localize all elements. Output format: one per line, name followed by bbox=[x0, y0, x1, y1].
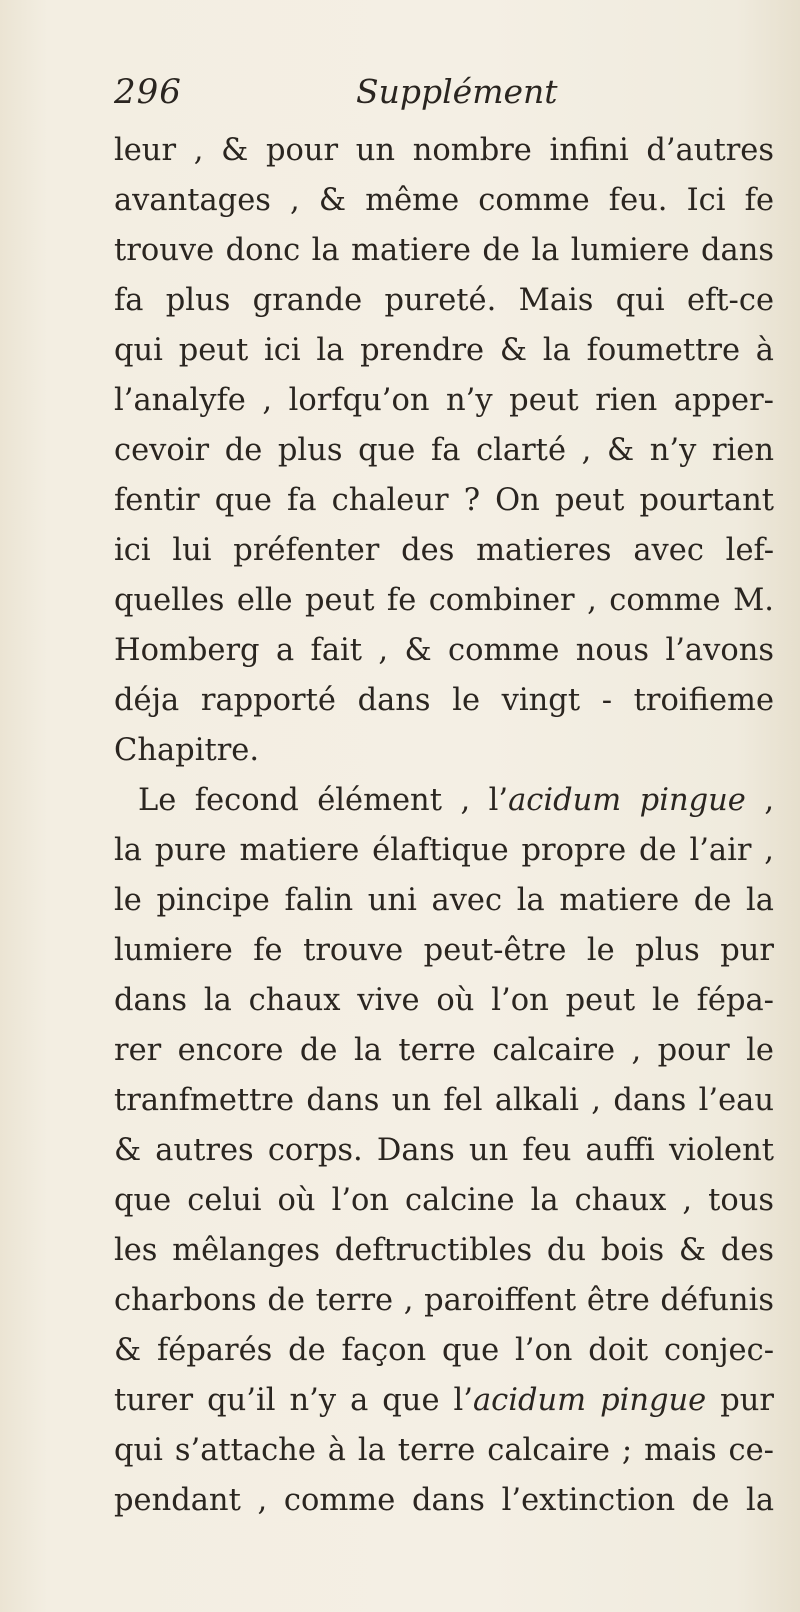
text-line: lumiere fe trouve peut-être le plus pur bbox=[114, 933, 774, 968]
italic-term: acidum pingue bbox=[472, 1383, 707, 1418]
text-line: qui s’attache à la terre calcaire ; mais ce- bbox=[114, 1433, 774, 1468]
text-line: dans la chaux vive où l’on peut le fépa- bbox=[114, 983, 774, 1018]
text-line: qui peut ici la prendre & la foumettre à bbox=[114, 333, 774, 368]
text-line: quelles elle peut fe combiner , comme M. bbox=[114, 583, 774, 618]
text-line: leur , & pour un nombre infini d’autres bbox=[114, 133, 774, 168]
page-number: 296 bbox=[114, 72, 182, 112]
text-line: pendant , comme dans l’extinction de la bbox=[114, 1483, 774, 1518]
text-run: Le fecond élément , l’ bbox=[138, 783, 509, 818]
text-run: turer qu’il n’y a que l’ bbox=[114, 1383, 473, 1418]
page-header bbox=[114, 72, 760, 122]
text-line: les mêlanges deftructibles du bois & des bbox=[114, 1233, 774, 1268]
text-line: trouve donc la matiere de la lumiere dans bbox=[114, 233, 774, 268]
text-line: rer encore de la terre calcaire , pour le bbox=[114, 1033, 774, 1068]
italic-term: acidum pingue bbox=[508, 783, 746, 818]
running-head: Supplément bbox=[356, 72, 558, 111]
text-line: ici lui préfenter des matieres avec lef- bbox=[114, 533, 774, 568]
text-line: & autres corps. Dans un feu auffi violent bbox=[114, 1133, 774, 1168]
text-line: Homberg a fait , & comme nous l’avons bbox=[114, 633, 774, 668]
text-line: avantages , & même comme feu. Ici fe bbox=[114, 183, 774, 218]
text-line: Chapitre. bbox=[114, 733, 260, 768]
text-line: que celui où l’on calcine la chaux , tous bbox=[114, 1183, 774, 1218]
text-line: la pure matiere élaftique propre de l’air , bbox=[114, 833, 774, 868]
text-line: & féparés de façon que l’on doit conjec- bbox=[114, 1333, 774, 1368]
text-line bbox=[114, 1376, 774, 1426]
text-line: l’analyfe , lorfqu’on n’y peut rien apper- bbox=[114, 383, 774, 418]
text-run: pur bbox=[706, 1383, 774, 1418]
text-line: fentir que fa chaleur ? On peut pourtant bbox=[114, 483, 774, 518]
text-line: fa plus grande pureté. Mais qui eft-ce bbox=[114, 283, 774, 318]
text-line: cevoir de plus que fa clarté , & n’y rien bbox=[114, 433, 774, 468]
text-line: charbons de terre , paroiffent être défunis bbox=[114, 1283, 774, 1318]
text-run: , bbox=[745, 783, 775, 818]
text-line: tranfmettre dans un fel alkali , dans l’eau bbox=[114, 1083, 774, 1118]
text-line bbox=[114, 776, 774, 826]
text-line: le pincipe falin uni avec la matiere de la bbox=[114, 883, 774, 918]
text-line: déja rapporté dans le vingt - troifieme bbox=[114, 683, 774, 718]
body-text bbox=[114, 126, 774, 1526]
